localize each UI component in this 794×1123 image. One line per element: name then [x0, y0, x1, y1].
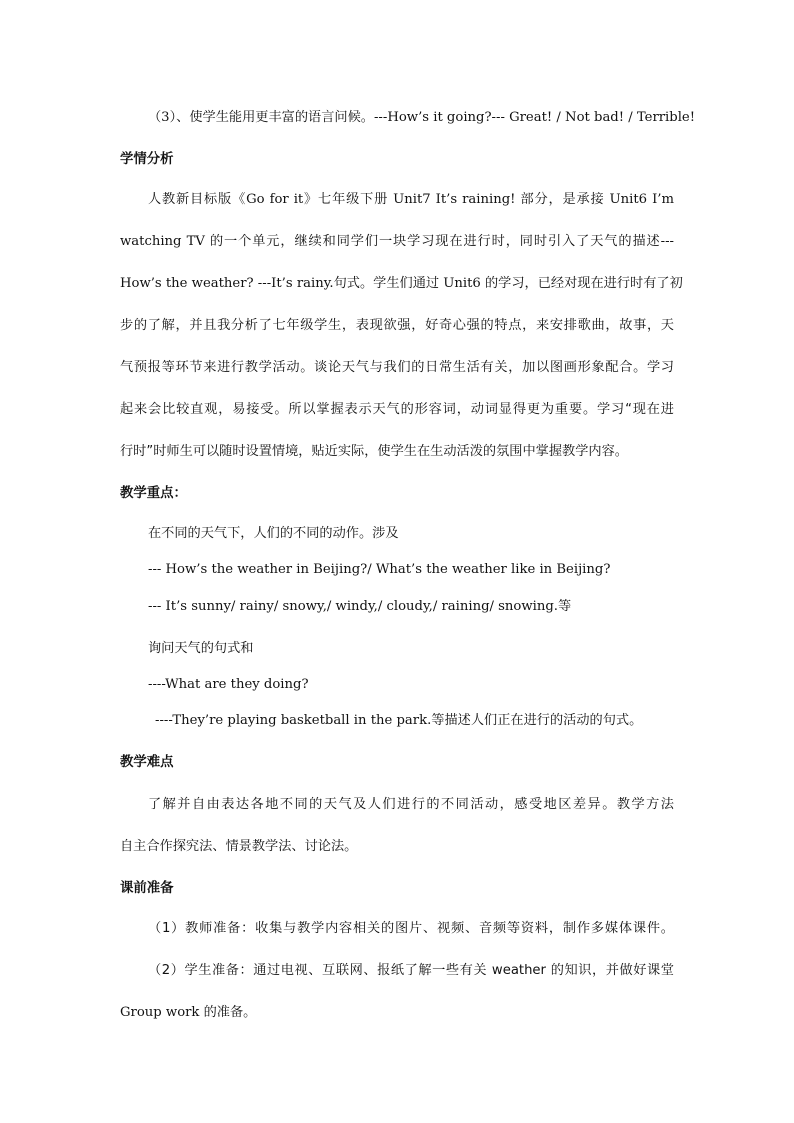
analysis-line-5: 气预报等环节来进行教学活动。谈论天气与我们的日常生活有关，加以图画形象配合。学习: [120, 360, 674, 375]
analysis-line-2: watching TV 的一个单元，继续和同学们一块学习现在进行时，同时引入了天气的描述---: [120, 234, 674, 249]
analysis-line-4: 步的了解，并且我分析了七年级学生，表现欲强，好奇心强的特点，来安排歌曲，故事，天: [120, 318, 674, 333]
key-points-line-4: 询问天气的句式和: [148, 641, 254, 656]
key-points-line-1: 在不同的天气下，人们的不同的动作。涉及: [148, 526, 399, 541]
preparation-line-1: （1）教师准备：收集与教学内容相关的图片、视频、音频等资料，制作多媒体课件。: [148, 921, 674, 936]
key-points-line-2: --- How’s the weather in Beijing?/ What’s the weather like in Beijing?: [148, 562, 611, 577]
difficulties-heading: 教学难点: [120, 755, 174, 770]
analysis-line-1: 人教新目标版《Go for it》七年级下册 Unit7 It’s raining! 部分，是承接 Unit6 I’m: [148, 192, 674, 207]
objective-line: （3）、使学生能用更丰富的语言问候。---How’s it going?--- Great! / Not bad! / Terrible!: [148, 110, 696, 125]
key-points-line-6: ----They’re playing basketball in the park.等描述人们正在进行的活动的句式。: [155, 713, 643, 728]
analysis-line-3: How’s the weather? ---It’s rainy.句式。学生们通过 Unit6 的学习，已经对现在进行时有了初: [120, 276, 683, 291]
analysis-line-6: 起来会比较直观，易接受。所以掌握表示天气的形容词，动词显得更为重要。学习“现在进: [120, 402, 674, 417]
key-points-line-3: --- It’s sunny/ rainy/ snowy,/ windy,/ cloudy,/ raining/ snowing.等: [148, 599, 572, 614]
difficulties-line-2: 自主合作探究法、情景教学法、讨论法。: [120, 839, 358, 854]
difficulties-line-1: 了解并自由表达各地不同的天气及人们进行的不同活动，感受地区差异。教学方法: [148, 797, 674, 812]
preparation-line-2: （2）学生准备：通过电视、互联网、报纸了解一些有关 weather 的知识，并做好课堂: [148, 963, 674, 978]
preparation-line-3: Group work 的准备。: [120, 1005, 257, 1020]
key-points-heading: 教学重点：: [120, 486, 187, 501]
analysis-heading: 学情分析: [120, 152, 174, 167]
preparation-heading: 课前准备: [120, 881, 174, 896]
analysis-line-7: 行时”时师生可以随时设置情境，贴近实际，使学生在生动活泼的氛围中掌握教学内容。: [120, 444, 628, 459]
key-points-line-5: ----What are they doing?: [148, 677, 309, 692]
